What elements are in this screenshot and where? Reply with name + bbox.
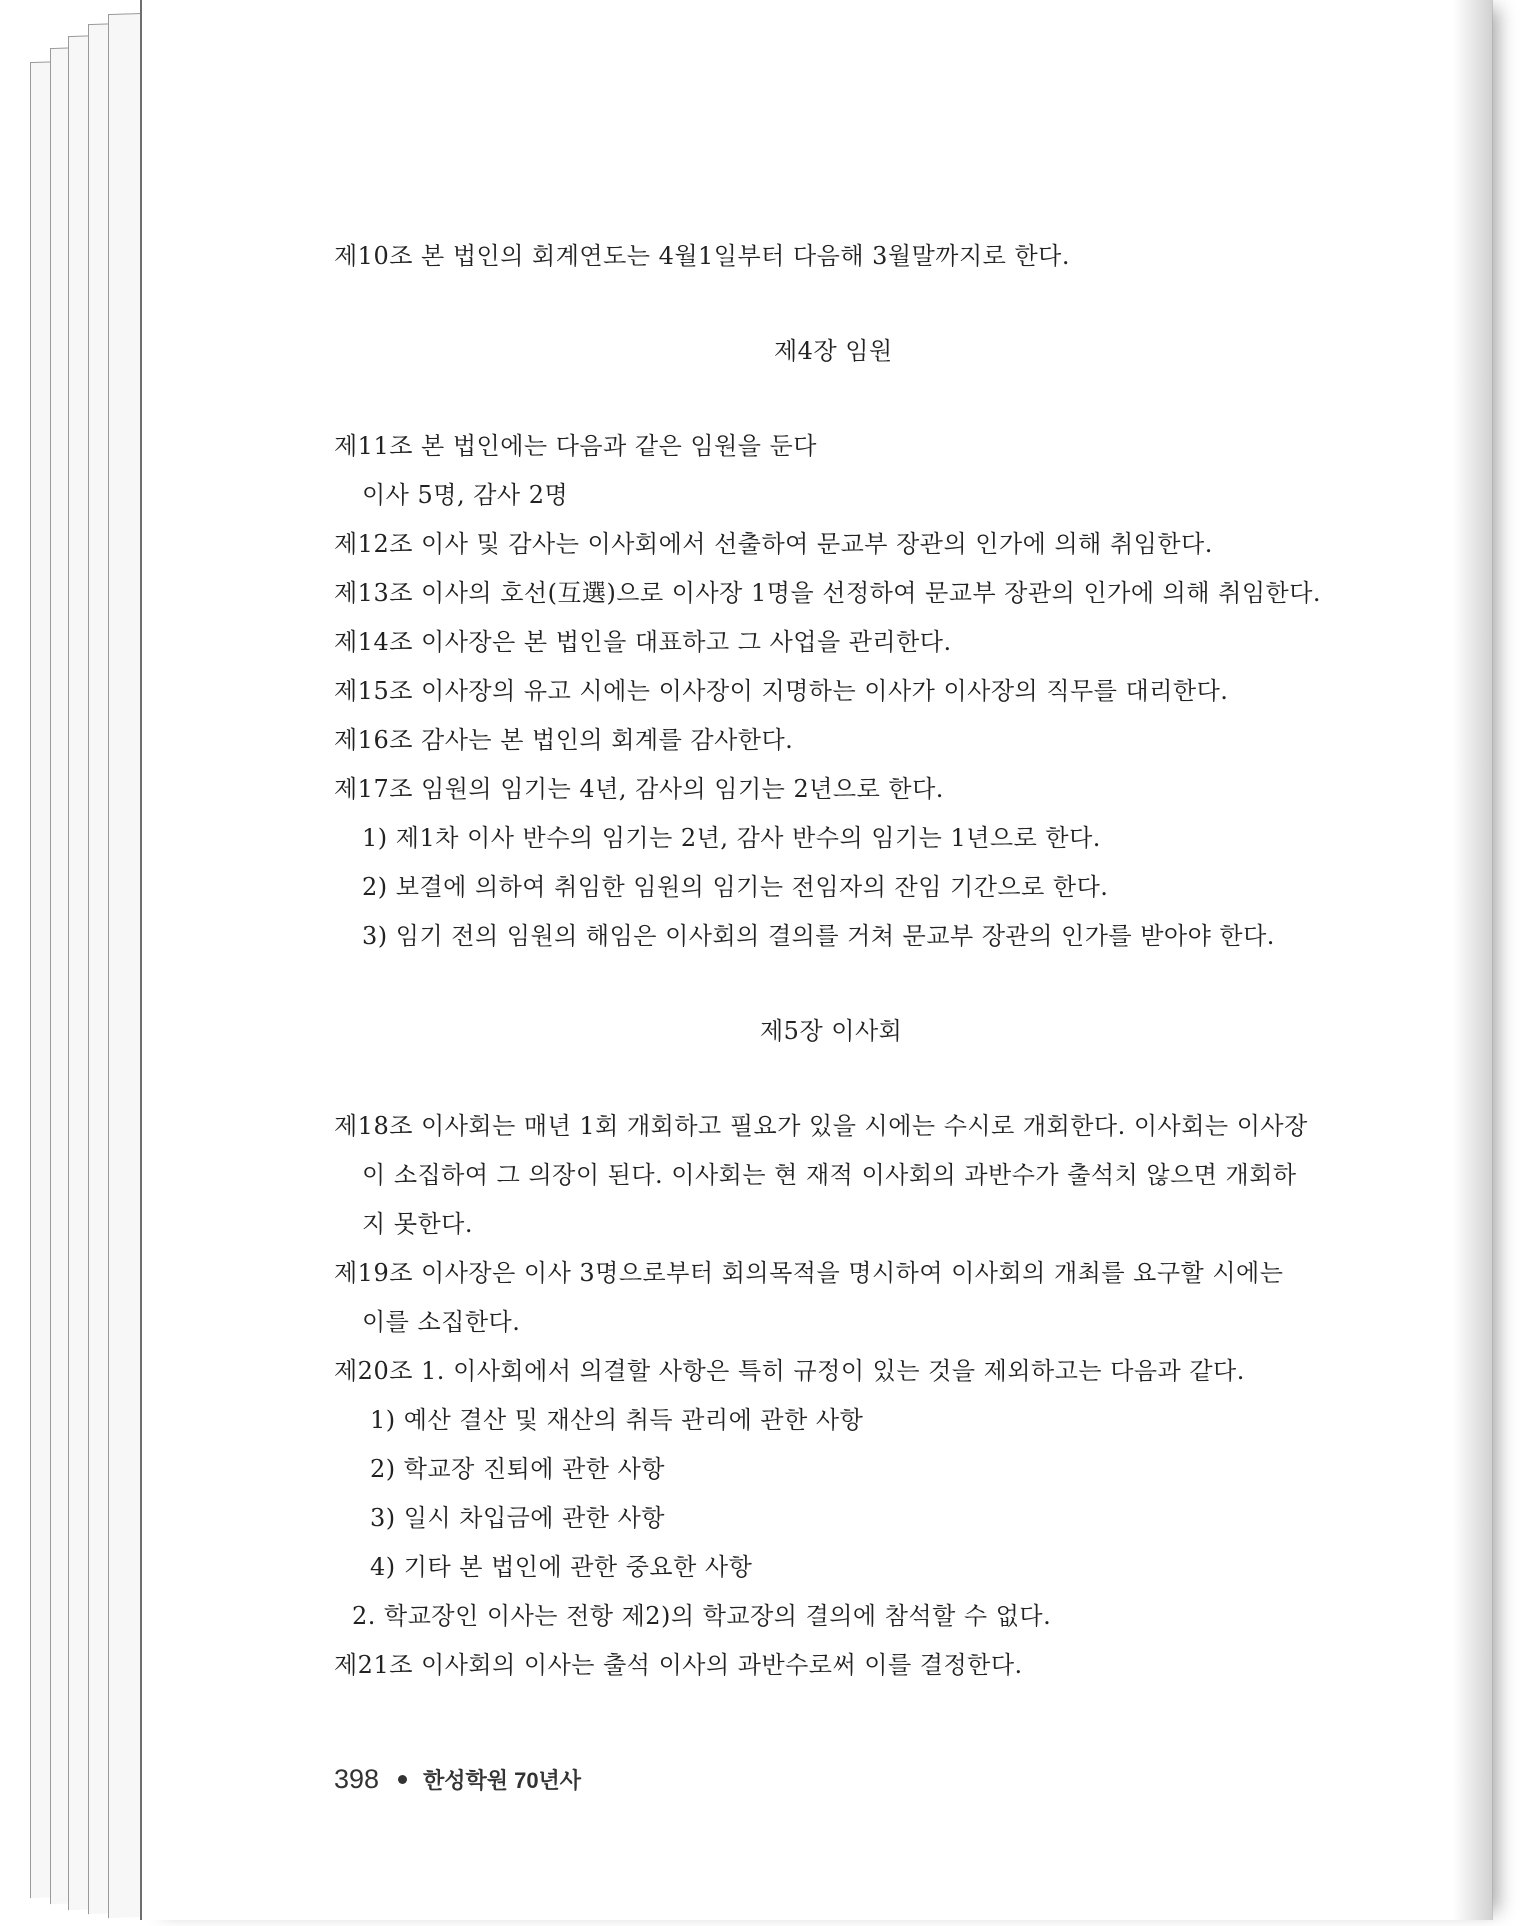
article-17-item-3: 3) 임기 전의 임원의 해임은 이사회의 결의를 거쳐 문교부 장관의 인가를 받아야 한다. <box>362 922 1275 950</box>
article-17-item-2: 2) 보결에 의하여 취임한 임원의 임기는 전임자의 잔임 기간으로 한다. <box>362 873 1109 901</box>
article-15: 제15조 이사장의 유고 시에는 이사장이 지명하는 이사가 이사장의 직무를 대리한다. <box>334 677 1229 705</box>
article-19-cont: 이를 소집한다. <box>362 1308 521 1336</box>
article-20-item-2: 2) 학교장 진퇴에 관한 사항 <box>370 1455 665 1483</box>
article-21: 제21조 이사회의 이사는 출석 이사의 과반수로써 이를 결정한다. <box>334 1651 1023 1679</box>
article-18-cont-2: 지 못한다. <box>362 1210 473 1238</box>
article-11: 제11조 본 법인에는 다음과 같은 임원을 둔다 <box>334 432 817 460</box>
article-20-clause-2: 2. 학교장인 이사는 전항 제2)의 학교장의 결의에 참석할 수 없다. <box>352 1602 1052 1630</box>
book-page <box>140 0 1492 1920</box>
article-17: 제17조 임원의 임기는 4년, 감사의 임기는 2년으로 한다. <box>334 775 944 803</box>
page-footer <box>334 1764 581 1795</box>
article-18: 제18조 이사회는 매년 1회 개회하고 필요가 있을 시에는 수시로 개회한다. 이사회는 이사장 <box>334 1112 1308 1140</box>
article-20-item-3: 3) 일시 차입금에 관한 사항 <box>370 1504 665 1532</box>
book-title: 한성학원 70년사 <box>422 1768 582 1793</box>
page-number: 398 <box>334 1764 380 1794</box>
article-20-item-1: 1) 예산 결산 및 재산의 취득 관리에 관한 사항 <box>370 1406 864 1434</box>
article-13: 제13조 이사의 호선(互選)으로 이사장 1명을 선정하여 문교부 장관의 인가에 의해 취임한다. <box>334 579 1322 607</box>
article-14: 제14조 이사장은 본 법인을 대표하고 그 사업을 관리한다. <box>334 628 952 656</box>
article-16: 제16조 감사는 본 법인의 회계를 감사한다. <box>334 726 794 754</box>
article-17-item-1: 1) 제1차 이사 반수의 임기는 2년, 감사 반수의 임기는 1년으로 한다. <box>362 824 1101 852</box>
article-20-item-4: 4) 기타 본 법인에 관한 중요한 사항 <box>370 1553 753 1581</box>
article-10: 제10조 본 법인의 회계연도는 4월1일부터 다음해 3월말까지로 한다. <box>334 242 1070 270</box>
article-19: 제19조 이사장은 이사 3명으로부터 회의목적을 명시하여 이사회의 개최를 요구할 시에는 <box>334 1259 1284 1287</box>
chapter-5-heading: 제5장 이사회 <box>760 1017 903 1045</box>
article-20: 제20조 1. 이사회에서 의결할 사항은 특히 규정이 있는 것을 제외하고는 다음과 같다. <box>334 1357 1245 1385</box>
article-18-cont-1: 이 소집하여 그 의장이 된다. 이사회는 현 재적 이사회의 과반수가 출석치 않으면 개회하 <box>362 1161 1297 1189</box>
article-11-detail: 이사 5명, 감사 2명 <box>362 481 569 509</box>
chapter-4-heading: 제4장 임원 <box>774 337 893 365</box>
article-12: 제12조 이사 및 감사는 이사회에서 선출하여 문교부 장관의 인가에 의해 취임한다. <box>334 530 1213 558</box>
bullet-separator-icon <box>398 1775 407 1784</box>
